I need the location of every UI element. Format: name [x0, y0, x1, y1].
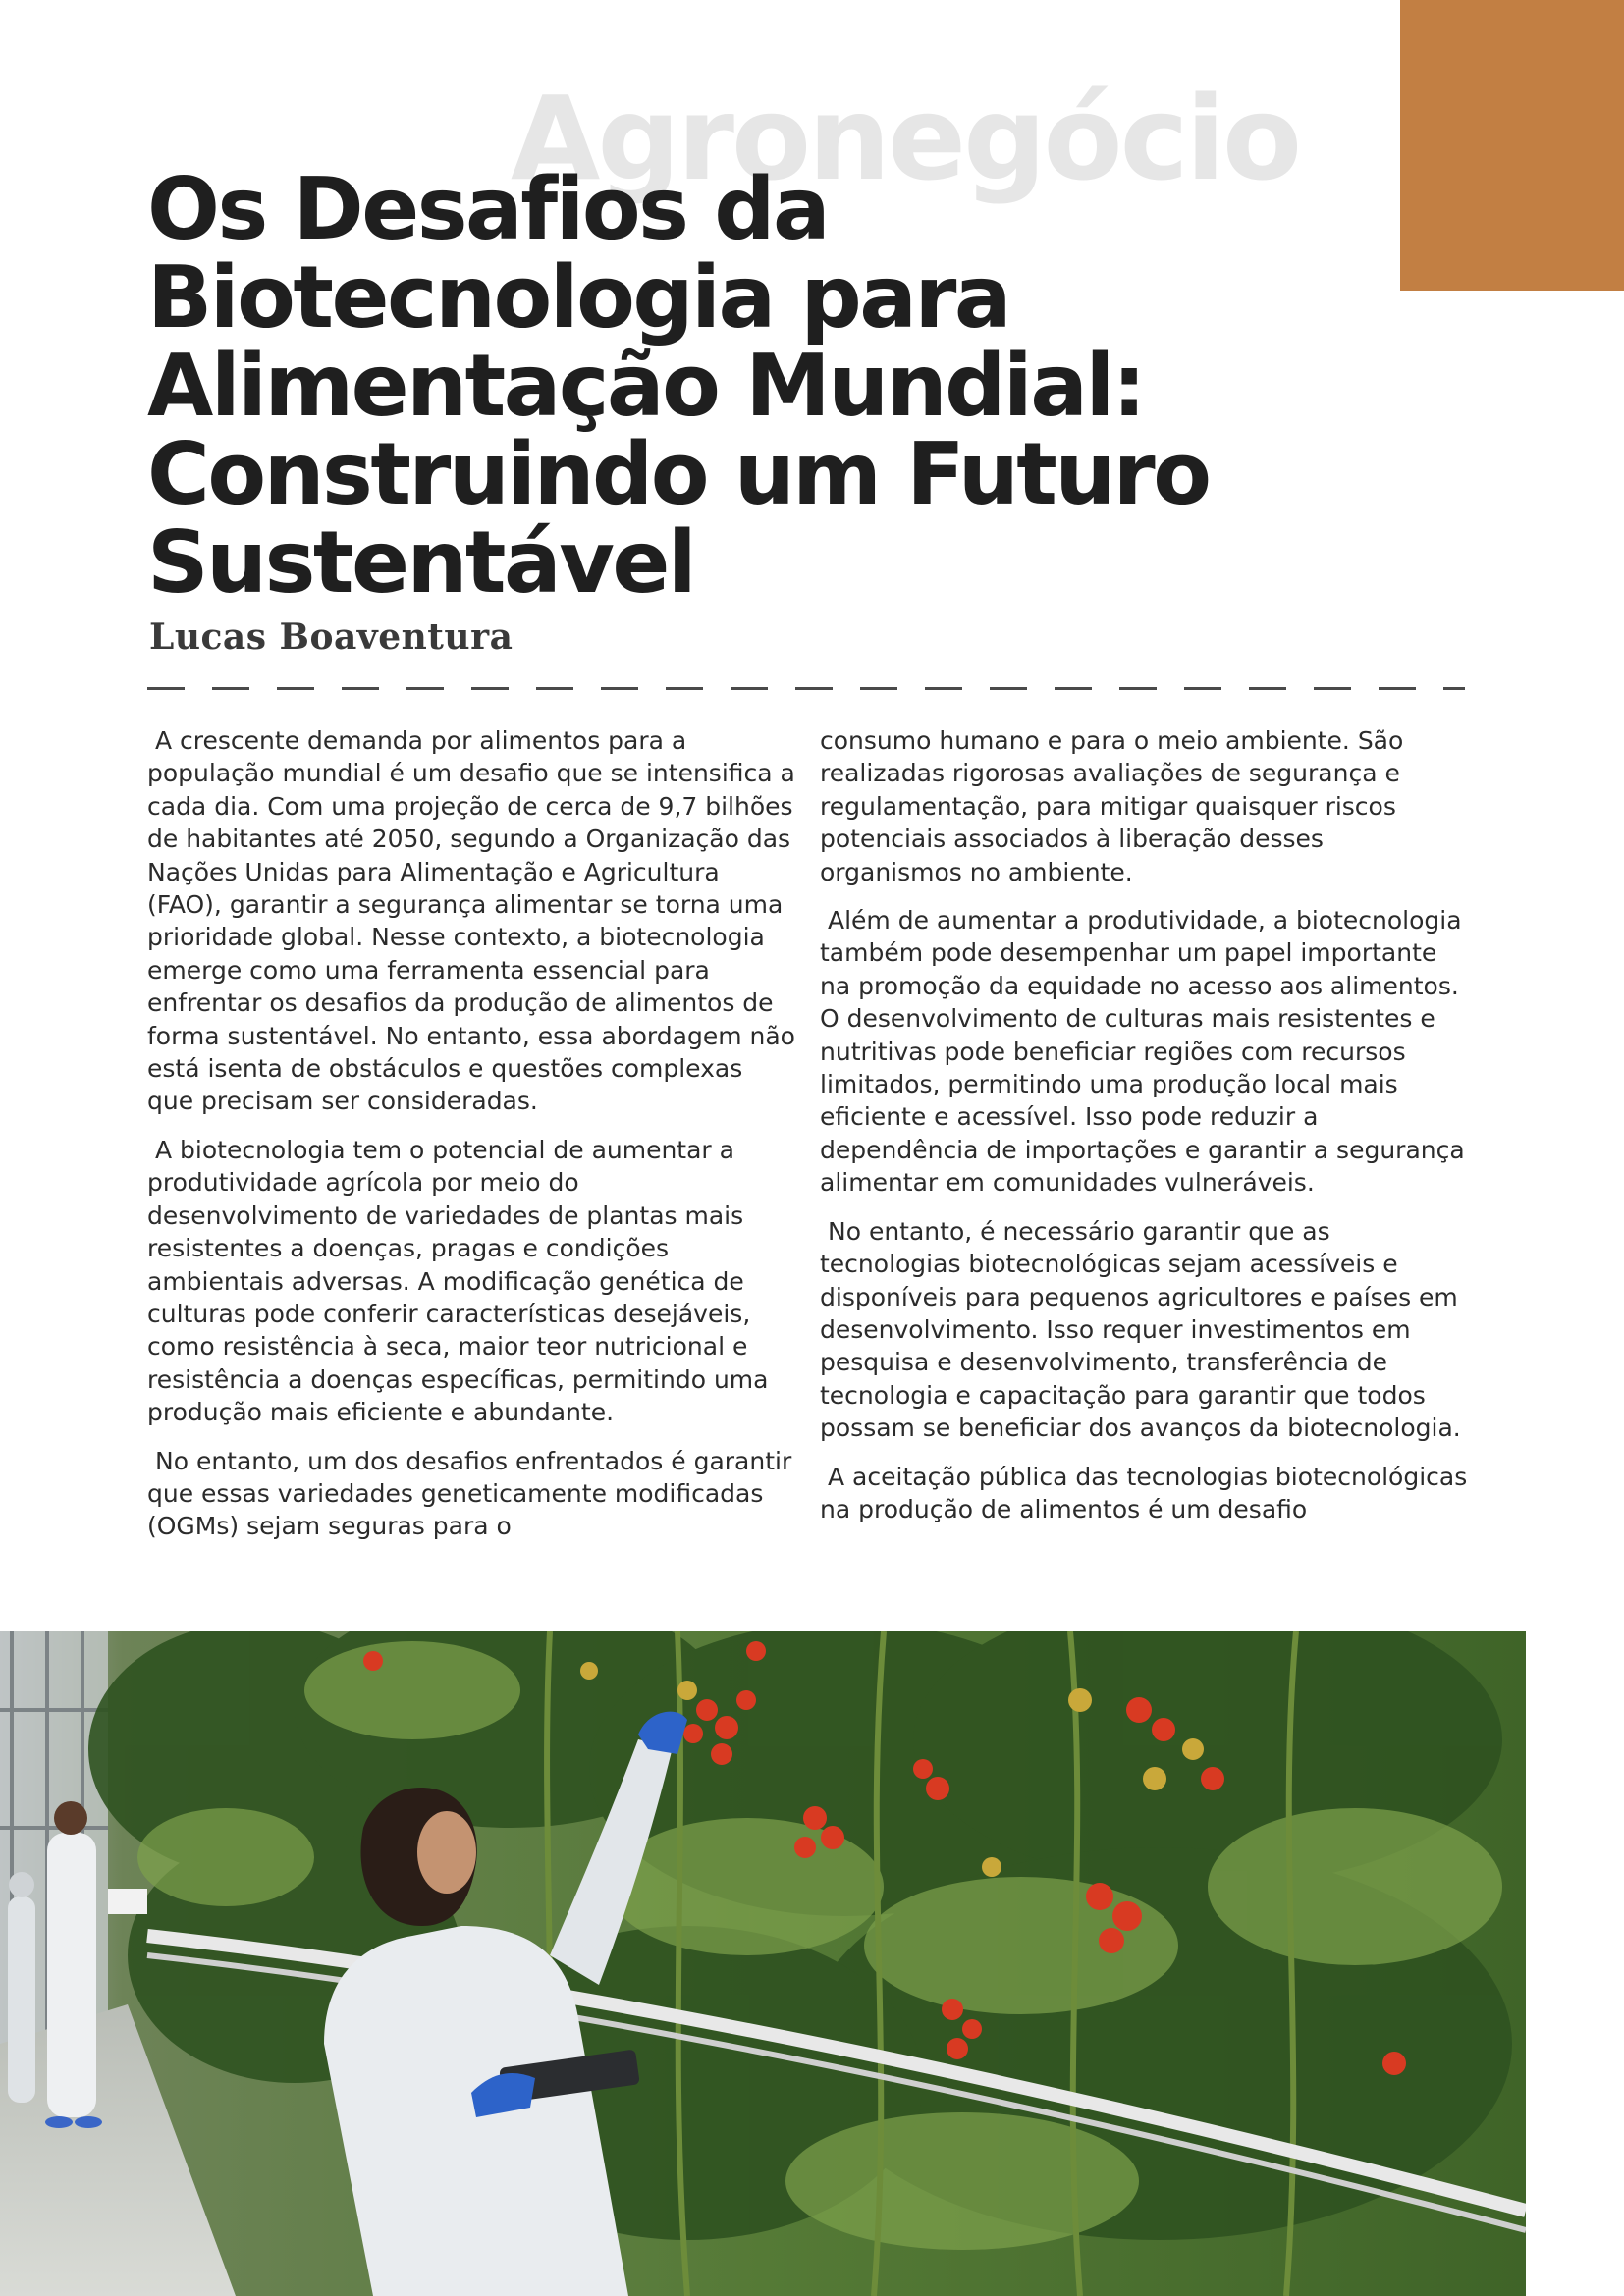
- accent-corner-block: [1400, 0, 1624, 291]
- dashed-divider: [147, 687, 1465, 690]
- article-column-left: [147, 724, 795, 1594]
- paragraph: A biotecnologia tem o potencial de aumentar a produtividade agrícola por meio do desenvolvimento de variedades de plantas mais resistentes a doenças, pragas e condições ambientais adversas. A modificação genética de culturas pode conferir características desejáveis, como resistência à seca, maior teor nutricional e resistência a doenças específicas, permitindo uma produção mais eficiente e abundante.: [147, 1135, 769, 1427]
- paragraph: Além de aumentar a produtividade, a biotecnologia também pode desempenhar um papel importante na promoção da equidade no acesso aos alimentos. O desenvolvimento de culturas mais resistentes e nutritivas pode beneficiar regiões com recursos limitados, permitindo uma produção local mais eficiente e acessível. Isso pode reduzir a dependência de importações e garantir a segurança alimentar em comunidades vulneráveis.: [820, 906, 1465, 1198]
- greenhouse-photo: [0, 1631, 1526, 2296]
- title-line: Os Desafios da: [147, 159, 829, 259]
- article-column-right: [820, 724, 1468, 1594]
- author-byline: Lucas Boaventura: [149, 616, 514, 658]
- paragraph: consumo humano e para o meio ambiente. São realizadas rigorosas avaliações de segurança e regulamentação, para mitigar quaisquer riscos potenciais associados à liberação desses organismos no ambiente.: [820, 726, 1404, 886]
- title-line: Construindo um Futuro: [147, 424, 1210, 524]
- title-line: Biotecnologia para: [147, 247, 1010, 347]
- article-title: [147, 159, 1276, 613]
- paragraph: No entanto, é necessário garantir que as tecnologias biotecnológicas sejam acessíveis e disponíveis para pequenos agricultores e países em desenvolvimento. Isso requer investimentos em pesquisa e desenvolvimento, transferência de tecnologia e capacitação para garantir que todos possam se beneficiar dos avanços da biotecnologia.: [820, 1216, 1461, 1443]
- section-watermark: Agronegócio: [511, 71, 1300, 206]
- paragraph: No entanto, um dos desafios enfrentados é garantir que essas variedades geneticamente modificadas (OGMs) sejam seguras para o: [147, 1446, 792, 1541]
- title-line: Sustentável: [147, 512, 695, 613]
- paragraph: A crescente demanda por alimentos para a população mundial é um desafio que se intensifica a cada dia. Com uma projeção de cerca de 9,7 bilhões de habitantes até 2050, segundo a Organização das Nações Unidas para Alimentação e Agricultura (FAO), garantir a segurança alimentar se torna uma prioridade global. Nesse contexto, a biotecnologia emerge como uma ferramenta essencial para enfrentar os desafios da produção de alimentos de forma sustentável. No entanto, essa abordagem não está isenta de obstáculos e questões complexas que precisam ser consideradas.: [147, 726, 795, 1116]
- paragraph: A aceitação pública das tecnologias biotecnológicas na produção de alimentos é um desafio: [820, 1462, 1468, 1523]
- title-line: Alimentação Mundial:: [147, 336, 1145, 436]
